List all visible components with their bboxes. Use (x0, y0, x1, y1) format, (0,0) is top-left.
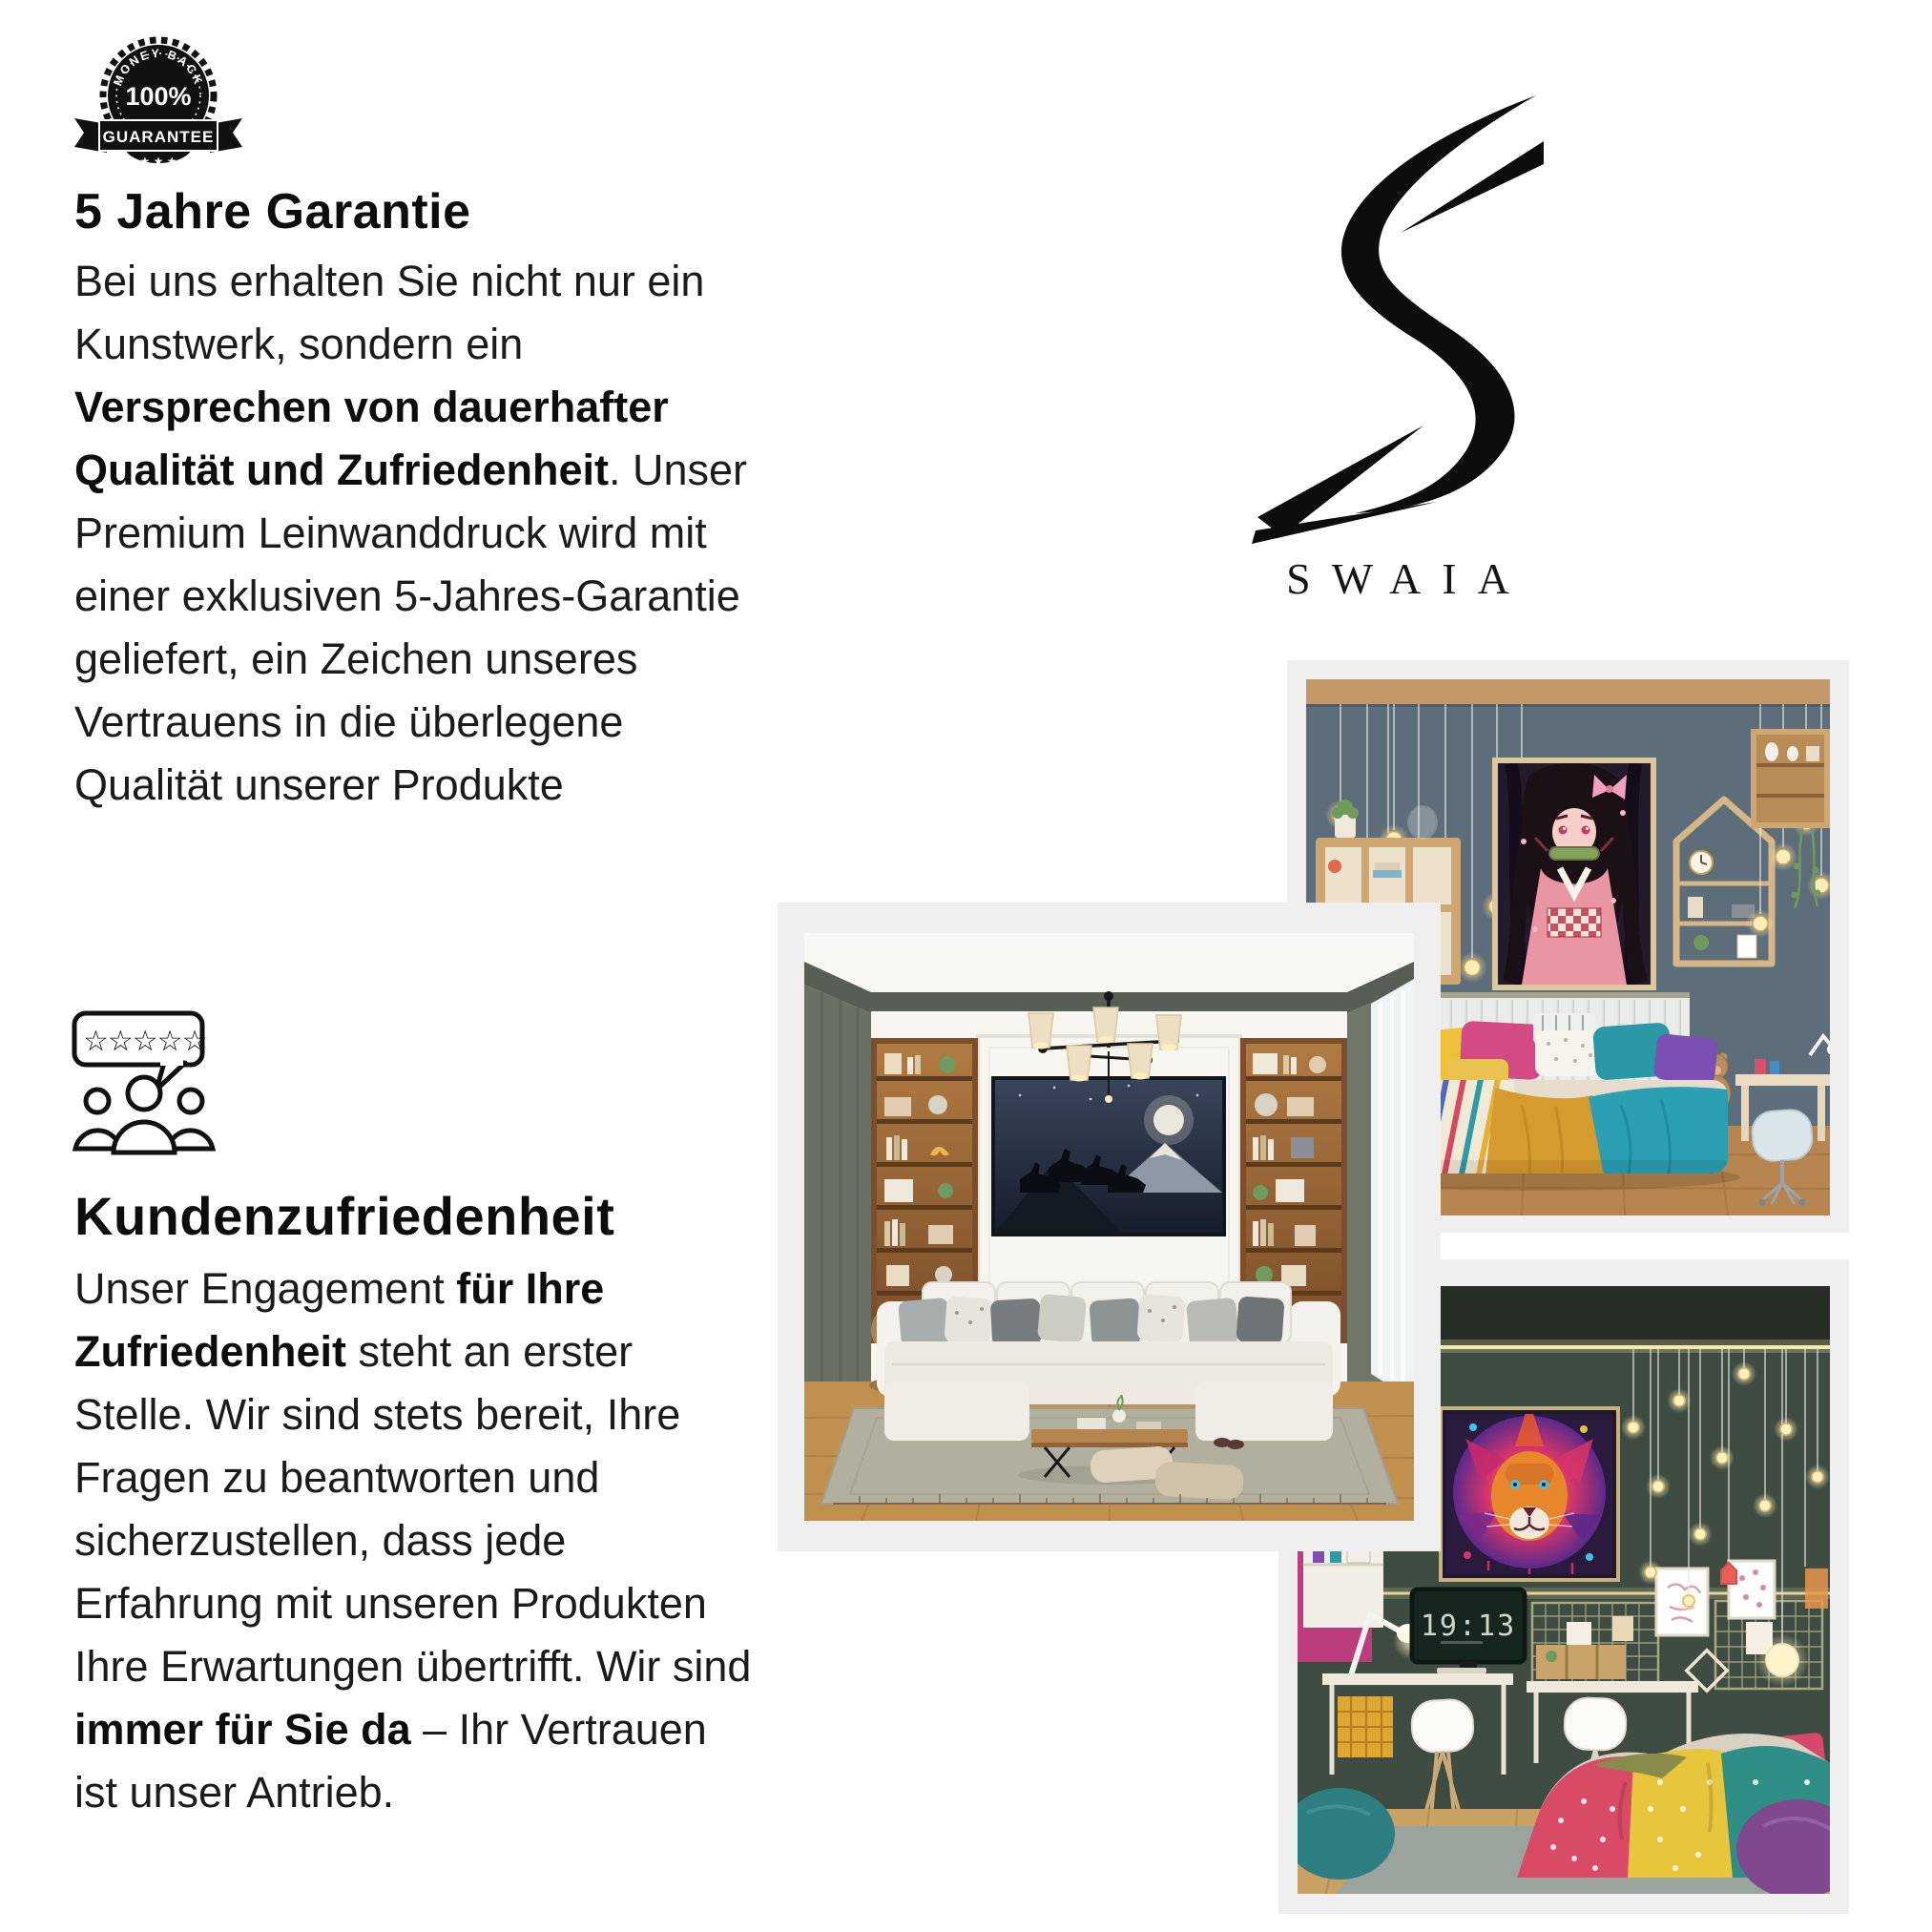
customer-rating-icon (71, 1009, 231, 1158)
money-back-badge (73, 34, 244, 179)
photo-card-wolves-living-room (778, 903, 1441, 1551)
rating-stars: ☆☆☆☆☆ (83, 1026, 207, 1057)
wolves-living-room-photo (804, 933, 1414, 1521)
five-star-review-icon (71, 1009, 231, 1158)
badge-ribbon-text: GUARANTEE (102, 128, 215, 146)
badge-percent-text: 100% (125, 82, 192, 111)
satisfaction-heading: Kundenzufriedenheit (74, 1186, 615, 1246)
badge-arc-text: MONEY BACK (111, 46, 206, 88)
brand-wordmark: SWAIA (1286, 554, 1530, 603)
brand-logo (1240, 88, 1555, 622)
monitor-time: 19:13 (1420, 1610, 1517, 1643)
satisfaction-paragraph: Unser Engagement für Ihre Zufriedenheit steht an erster Stelle. Wir sind stets bereit, Ihre Fragen zu beantworten und sicherzustellen, dass jede Erfahrung mit unseren Produkten Ihre Erwartungen übertrifft. Wir sind immer für Sie da – Ihr Vertrauen ist unser Antrieb. (74, 1264, 752, 1817)
badge-stars: ★ ★ ★ (139, 155, 177, 168)
money-back-badge-icon (73, 34, 244, 179)
guarantee-heading: 5 Jahre Garantie (74, 184, 471, 239)
brand-s-icon (1250, 88, 1546, 546)
guarantee-paragraph: Bei uns erhalten Sie nicht nur ein Kunstwerk, sondern ein Versprechen von dauerhafter Qualität und Zufriedenheit. Unser Premium Leinwanddruck wird mit einer exklusiven 5-Jahres-Garantie geliefert, ein Zeichen unseres Vertrauens in die überlegene Qualität unserer Produkte (74, 257, 748, 809)
